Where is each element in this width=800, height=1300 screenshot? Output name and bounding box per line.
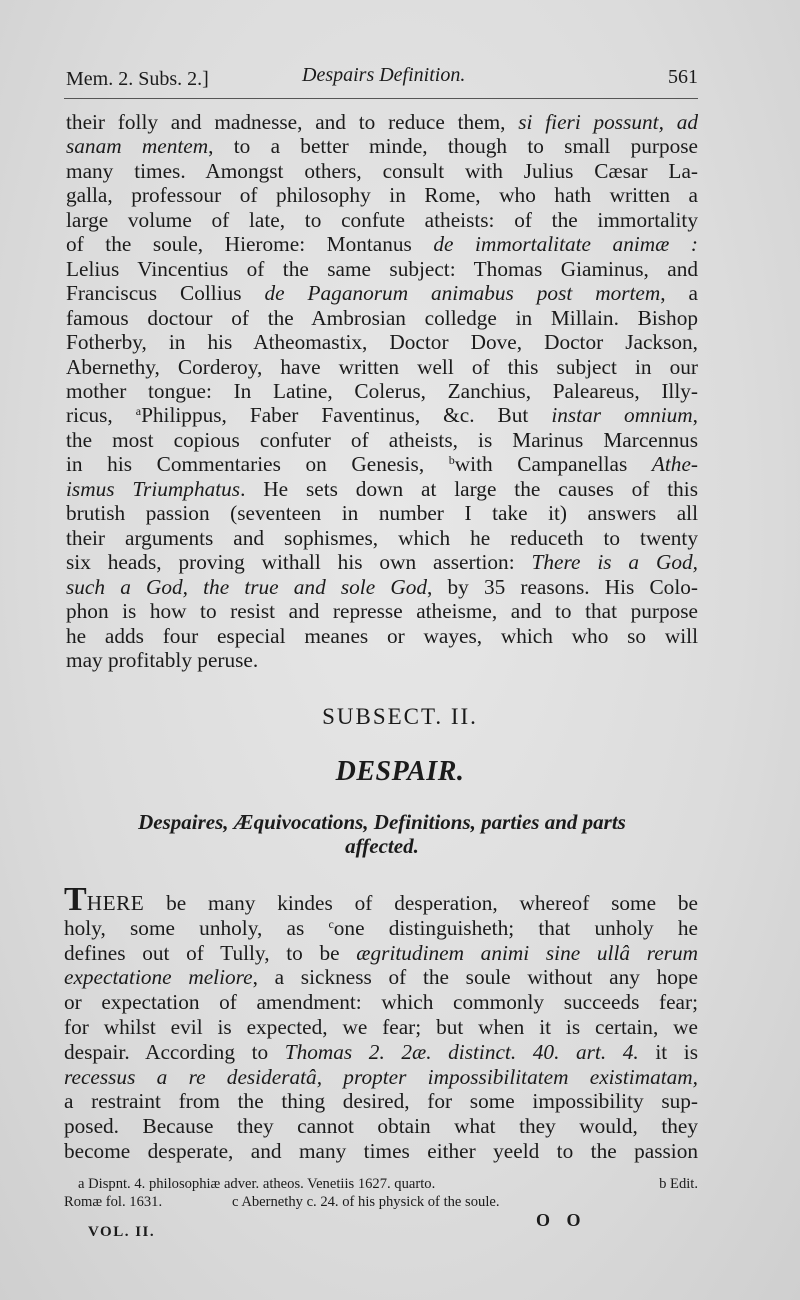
text-run: , xyxy=(692,403,698,428)
text-run: the most copious confuter of atheists, is Marinus Marcennus xyxy=(66,427,698,452)
body-line xyxy=(66,501,698,525)
intro-line xyxy=(64,1065,698,1090)
italic-run: instar omnium xyxy=(551,403,693,428)
volume-label: VOL. II. xyxy=(88,1224,156,1240)
text-run: despair. According to xyxy=(64,1039,285,1064)
text-run: one distinguisheth; that unholy he xyxy=(333,915,698,940)
text-run: in his Commentaries on Genesis, xyxy=(66,452,449,477)
text-run: Abernethy, Corderoy, have written well of this subject in our xyxy=(66,354,698,379)
body-line xyxy=(66,624,698,648)
section-title: DESPAIR. xyxy=(335,756,465,787)
text-run: Philippus, Faber Faventinus, &c. But xyxy=(141,403,552,428)
text-run: famous doctour of the Ambrosian colledge in Millain. Bishop xyxy=(66,305,698,330)
text-run: , a xyxy=(660,281,698,306)
body-line xyxy=(66,648,698,672)
body-line xyxy=(66,183,698,207)
text-run: many times. Amongst others, consult with Julius Cæsar La- xyxy=(66,158,698,183)
italic-run: Thomas 2. 2æ. distinct. 40. art. 4. xyxy=(284,1039,639,1064)
italic-run: de Paganorum animabus post mortem xyxy=(264,281,661,306)
text-run: . He sets down at large the causes of this xyxy=(240,476,698,501)
footnote-a-continued: Romæ fol. 1631. xyxy=(64,1194,163,1210)
text-run: for whilst evil is expected, we fear; but when it is certain, we xyxy=(64,1014,698,1039)
italic-run: Athe- xyxy=(651,452,698,477)
signature-mark: O O xyxy=(536,1210,587,1230)
text-run: posed. Because they cannot obtain what they would, they xyxy=(64,1114,698,1139)
text-run: be many kindes of desperation, whereof some be xyxy=(144,891,698,915)
body-line xyxy=(66,257,698,281)
text-run: their arguments and sophismes, which he reduceth to twenty xyxy=(66,525,698,550)
section-subtitle xyxy=(82,810,682,858)
italic-run: si fieri possunt, ad xyxy=(518,110,698,134)
intro-line xyxy=(64,1015,698,1040)
italic-run: such a God, the true and sole God xyxy=(66,574,428,599)
page-number: 561 xyxy=(668,66,698,88)
intro-line xyxy=(64,941,698,966)
text-run: Franciscus Collius xyxy=(66,281,265,306)
body-line xyxy=(66,330,698,354)
text-run: galla, professour of philosophy in Rome, who hath written a xyxy=(66,183,698,208)
text-run: Lelius Vincentius of the same subject: Thomas Giaminus, and xyxy=(66,256,698,281)
text-run: , a sickness of the soule without any hope xyxy=(252,965,698,990)
running-header xyxy=(66,62,698,96)
body-line xyxy=(66,306,698,330)
intro-line xyxy=(64,916,698,941)
body-line xyxy=(66,355,698,379)
subtitle-line-2: affected. xyxy=(345,834,419,858)
body-line xyxy=(66,159,698,183)
text-run: mother tongue: In Latine, Colerus, Zanchius, Paleareus, Illy- xyxy=(66,378,698,403)
text-run: large volume of late, to confute atheists: of the immortality xyxy=(66,207,698,232)
footnote-b: b Edit. xyxy=(659,1176,698,1192)
intro-line xyxy=(64,881,698,918)
body-line xyxy=(66,526,698,550)
body-line xyxy=(66,403,698,427)
header-section-ref: Mem. 2. Subs. 2.] xyxy=(66,68,209,90)
text-run: of the soule, Hierome: Montanus xyxy=(66,232,434,257)
footnote-c: c Abernethy c. 24. of his physick of the soule. xyxy=(232,1194,500,1210)
subsection-heading: SUBSECT. II. xyxy=(322,704,478,729)
body-line xyxy=(66,134,698,158)
body-text xyxy=(66,110,698,672)
footnote-marker: b xyxy=(448,453,455,468)
text-run: become desperate, and many times either yeeld to the passion xyxy=(64,1138,698,1163)
intro-line xyxy=(64,1089,698,1114)
header-title: Despairs Definition. xyxy=(302,64,466,86)
italic-run: ismus Triumphatus xyxy=(66,476,241,501)
body-line xyxy=(66,575,698,599)
header-rule xyxy=(64,98,698,99)
body-line xyxy=(66,110,698,134)
body-line xyxy=(66,477,698,501)
text-run: he adds four especial meanes or wayes, which who so will xyxy=(66,623,698,648)
intro-line xyxy=(64,1040,698,1065)
text-run: defines out of Tully, to be xyxy=(64,940,357,965)
italic-run: ægritudinem animi sine ullâ rerum xyxy=(356,940,698,965)
footnote-marker: c xyxy=(328,916,334,931)
body-line xyxy=(66,379,698,403)
body-line xyxy=(66,550,698,574)
footnote-a: a Dispnt. 4. philosophiæ adver. atheos. Venetiis 1627. quarto. xyxy=(78,1176,436,1192)
small-caps-run: HERE xyxy=(86,891,145,915)
body-line xyxy=(66,232,698,256)
text-run: a restraint from the thing desired, for some impossibility sup- xyxy=(64,1089,698,1114)
intro-line xyxy=(64,1114,698,1139)
italic-run: de immortalitate animæ : xyxy=(433,232,698,257)
text-run: Fotherby, in his Atheomastix, Doctor Dove, Doctor Jackson, xyxy=(66,330,698,355)
text-run: or expectation of amendment: which commonly succeeds fear; xyxy=(64,990,698,1015)
text-run: their folly and madnesse, and to reduce them, xyxy=(66,110,519,134)
drop-cap: T xyxy=(64,881,87,918)
text-run: phon is how to resist and represse atheisme, and to that purpose xyxy=(66,599,698,624)
text-run: with Campanellas xyxy=(454,452,652,477)
text-run: may profitably peruse. xyxy=(66,647,259,672)
text-run: , by 35 reasons. His Colo- xyxy=(427,574,698,599)
intro-line xyxy=(64,1139,698,1164)
section-intro-text xyxy=(64,881,698,1164)
footnote-marker: a xyxy=(135,404,142,419)
italic-run: expectatione meliore xyxy=(64,965,253,990)
body-line xyxy=(66,208,698,232)
text-run: ricus, xyxy=(66,403,136,428)
text-run: six heads, proving withall his own assertion: xyxy=(66,550,532,575)
body-line xyxy=(66,428,698,452)
text-run: holy, some unholy, as xyxy=(64,915,329,940)
intro-line xyxy=(64,965,698,990)
subtitle-line-1: Despaires, Æquivocations, Definitions, parties and parts xyxy=(138,810,626,834)
body-line xyxy=(66,599,698,623)
body-line xyxy=(66,281,698,305)
body-line xyxy=(66,452,698,476)
text-run: it is xyxy=(638,1039,698,1064)
italic-run: sanam mentem xyxy=(66,134,209,159)
italic-run: There is a God, xyxy=(531,550,698,575)
text-run: , to a better minde, though to small purpose xyxy=(208,134,698,159)
text-run: brutish passion (seventeen in number I take it) answers all xyxy=(66,501,698,526)
intro-line xyxy=(64,990,698,1015)
italic-run: recessus a re desideratâ, propter impossibilitatem existimatam, xyxy=(64,1064,698,1089)
